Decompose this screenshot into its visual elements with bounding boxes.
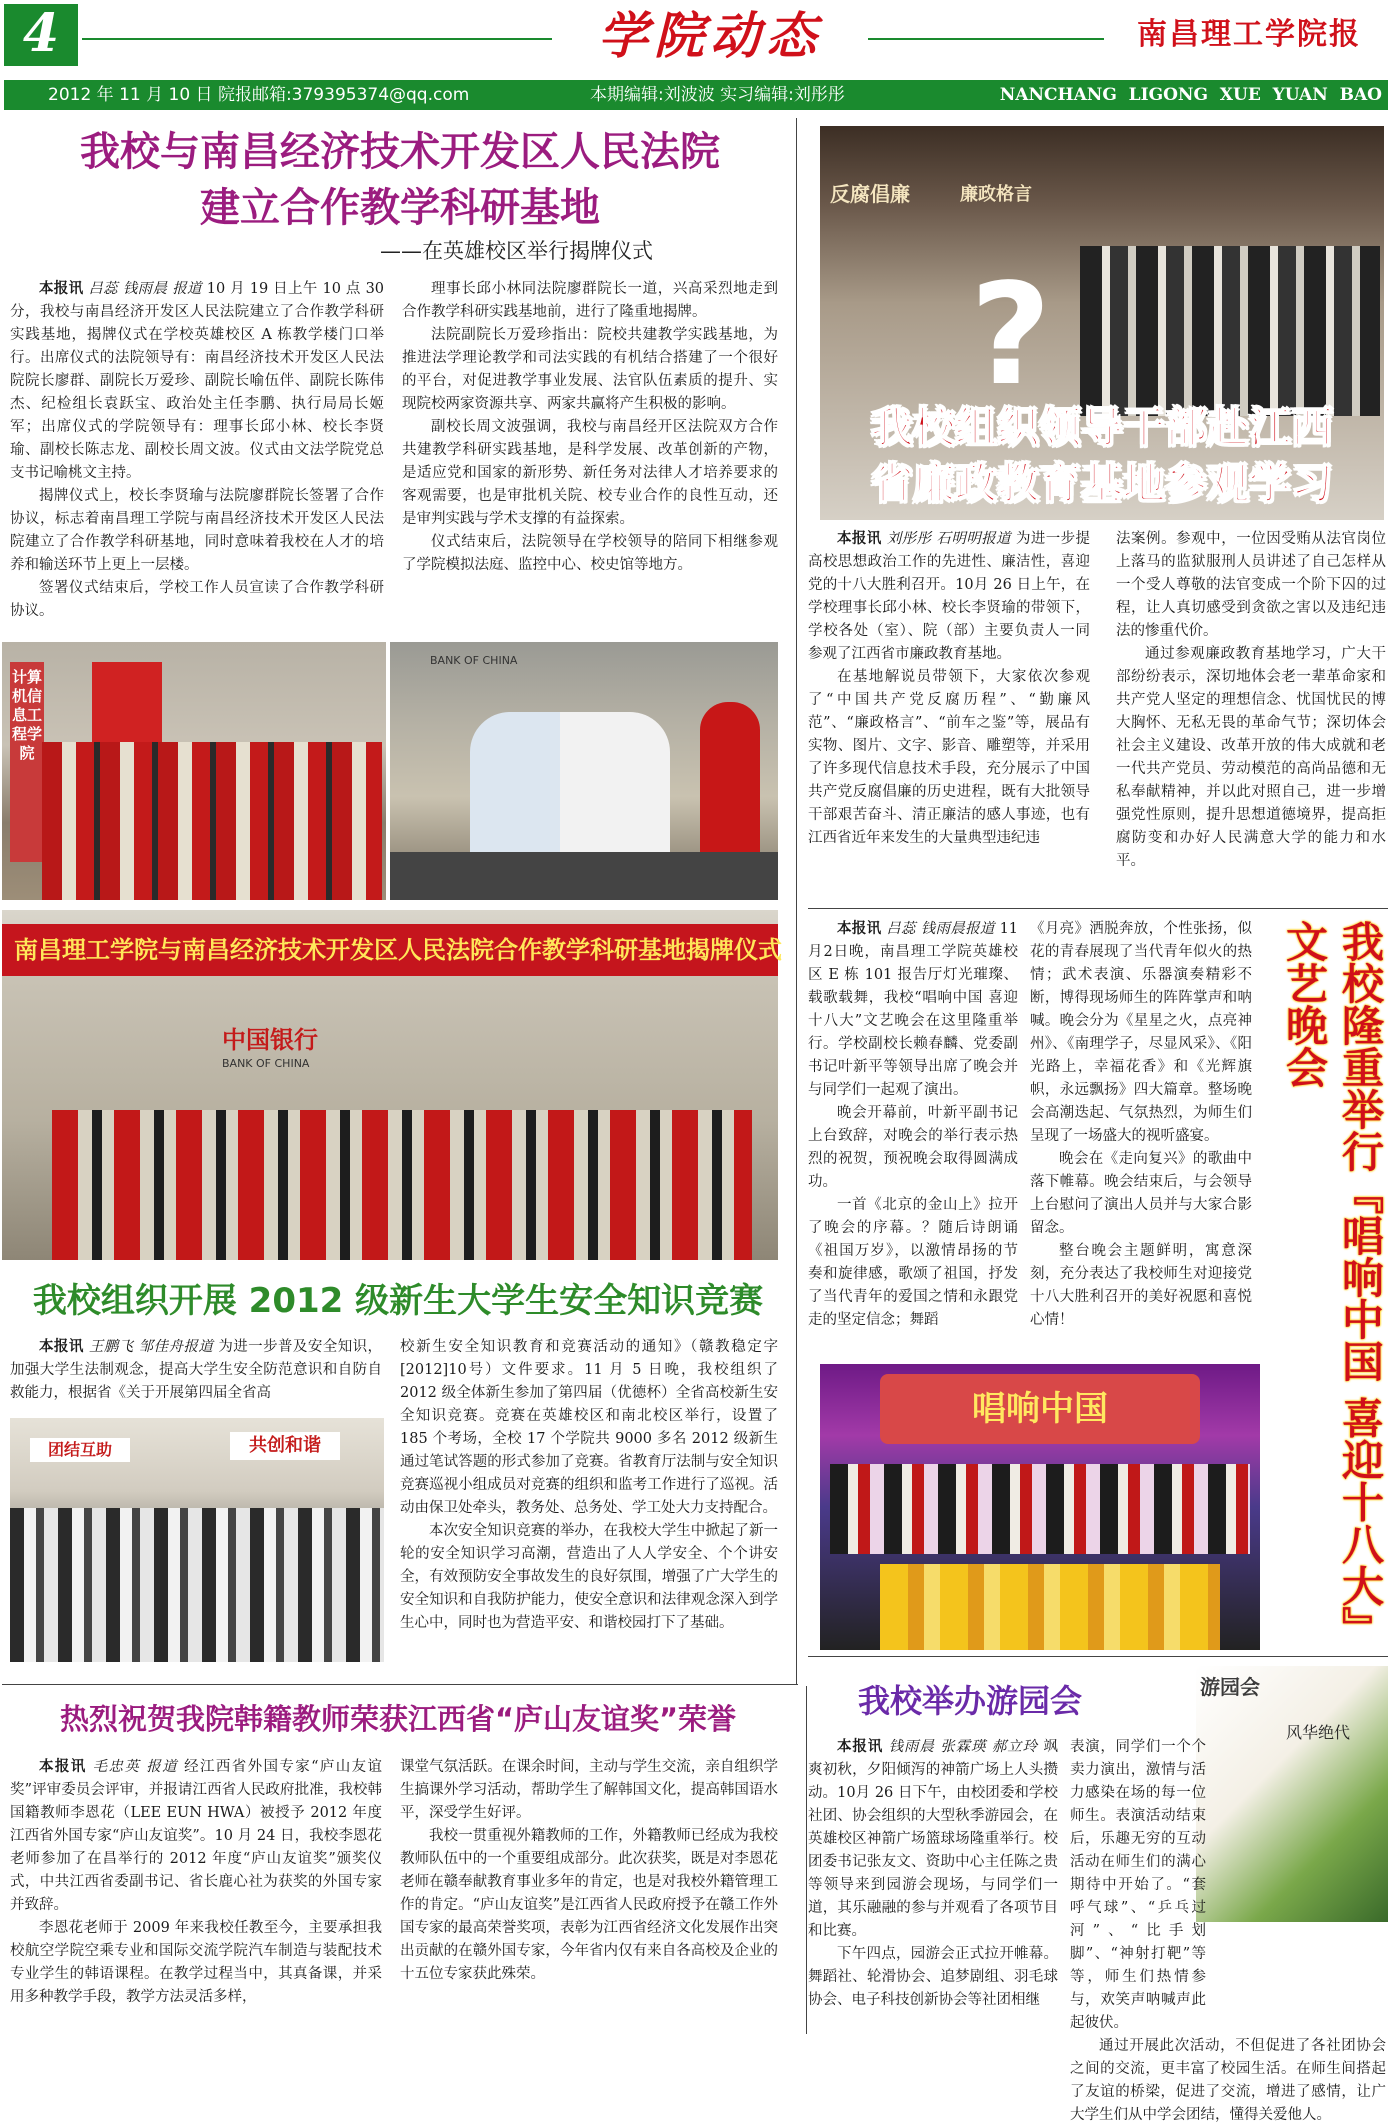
article2-para: 法案例。参观中，一位因受贿从法官岗位上落马的监狱服刑人员讲述了自己怎样从一个受人尊敬的法官变成一个阶下囚的过程，让人真切感受到贪欲之害以及违纪违法的惨重代价。 (1116, 531, 1386, 639)
article1-para: 签署仪式结束后，学校工作人员宣读了合作教学科研协议。 (10, 580, 384, 619)
article6-col2 (1070, 1736, 1386, 2123)
article1-para: 仪式结束后，法院领导在学校领导的陪同下相继参观了学院模拟法庭、监控中心、校史馆等地方。 (402, 534, 778, 573)
students-rows (10, 1508, 384, 1662)
article1-photo-ceremony (2, 910, 782, 1260)
info-bar-pinyin: NANCHANG LIGONG XUE YUAN BAO (999, 85, 1382, 105)
column-divider (796, 118, 797, 1684)
ceremony-banner-text: 南昌理工学院与南昌经济技术开发区人民法院合作教学科研基地揭牌仪式 (14, 936, 782, 964)
wall-sign: 计算机信息工程学院 (10, 662, 44, 862)
article1-para: 理事长邱小林同法院廖群院长一道，兴高采烈地走到合作教学科研实践基地前，进行了隆重地揭牌。 (402, 281, 778, 320)
article1-para: 副校长周文波强调，我校与南昌经开区法院双方合作共建教学科研实践基地，是科学发展、改革创新的产物，是适应党和国家的新形势、新任务对法律人才培养要求的客观需要，也是审批机关院、校专业合作的良性互动，还是审判实践与学术支撑的有益探索。 (402, 419, 778, 527)
article1-byline: 吕蕊 钱雨晨 报道 (88, 281, 202, 297)
article3-para: 整台晚会主题鲜明，寓意深刻，充分表达了我校师生对迎接党十八大胜利召开的美好祝愿和喜悦心情！ (1030, 1243, 1252, 1328)
article5-col1 (10, 1756, 382, 2034)
article2-col2 (1116, 528, 1386, 900)
article2-title-line1: 我校组织领导干部赴江西 (870, 403, 1333, 452)
article2-title-line2: 省廉政教育基地参观学习 (870, 459, 1333, 508)
masthead (0, 0, 1392, 112)
performers-row (830, 1464, 1250, 1554)
article5-para: 经江西省外国专家“庐山友谊奖”评审委员会评审，并报请江西省人民政府批准，我校韩国籍教师李恩花（LEE EUN HWA）被授予 2012 年度江西省外国专家“庐山友谊奖”。10 月 24 日，我校李恩花老师参加了在昌举行的 2012 年度“庐山友谊奖”颁奖仪式，中共江西省委副书记、省长鹿心社为获奖的外国专家并致辞。 (10, 1759, 383, 1913)
divider (808, 1656, 1388, 1657)
article3-col2 (1030, 918, 1252, 1360)
exhibit-sign: 廉政格言 (960, 184, 1032, 205)
handshake-people (470, 712, 670, 862)
article4-col1 (10, 1336, 382, 1410)
article3-photo-stage (820, 1364, 1260, 1650)
article5-byline: 毛忠英 报道 (92, 1759, 179, 1775)
visitors-group (1080, 246, 1380, 416)
article4-title: 我校组织开展 2012 级新生大学生安全知识竞赛 (32, 1281, 764, 1321)
masthead-rule-right (868, 38, 1104, 40)
article5-col2 (400, 1756, 778, 2034)
article1-lead: 本报讯 (39, 281, 84, 297)
article6-byline: 钱雨晨 张霖瑛 郝立玲 (888, 1739, 1039, 1755)
article4-para: 校新生安全知识教育和竞赛活动的通知》（赣教稳定字[2012]10号）文件要求。11 月 5 日晚，我校组织了 2012 级全体新生参加了第四届（优德杯）全省高校新生安全知识竞赛。竞赛在英雄校区和南北校区举行，设置了 185 个考场，全校 17 个学院共 9000 多名 2012 级新生通过笔试答题的形式参加了竞赛。省教育厅法制与安全知识竞赛巡视小组成员对竞赛的组织和监考工作进行了巡视。活动由保卫处牵头，教务处、总务处、学工处大力支持配合。 (400, 1339, 778, 1516)
article2-lead: 本报讯 (837, 531, 882, 547)
article6-para: 飒爽初秋，夕阳倾泻的神箭广场上人头攒动。10月 26 日下午，由校团委和学校社团、协会组织的大型秋季游园会，在英雄校区神箭广场篮球场隆重举行。校团委书记张友文、资助中心主任陈之贵等领导来到园游会现场，与同学们一道，其乐融融的参与并观看了各项节目和比赛。 (808, 1739, 1059, 1939)
article5-title: 热烈祝贺我院韩籍教师荣获江西省“庐山友谊奖”荣誉 (59, 1702, 737, 1736)
classroom-sign: 团结互助 (30, 1438, 130, 1462)
masthead-rule-left (82, 38, 552, 40)
page-number: 4 (22, 3, 60, 64)
article4-lead: 本报讯 (39, 1339, 84, 1355)
article5-para: 李恩花老师于 2009 年来我校任教至今，主要承担我校航空学院空乘专业和国际交流学院汽车制造与装配技术专业学生的韩语课程。在教学过程当中，其真备课，并采用多种教学手段，教学方法灵活多样， (10, 1920, 382, 2005)
paper-name: 南昌理工学院报 (1137, 17, 1361, 52)
article3-para: 《月亮》洒脱奔放，个性张扬，似花的青春展现了当代青年似火的热情；武术表演、乐器演奏精彩不断，博得现场师生的阵阵掌声和呐喊。晚会分为《星星之火，点亮神州》、《南理学子，尽显风采》、《阳光路上，幸福花香》和《光辉旗帜，永远飘扬》四大篇章。整场晚会高潮迭起、气氛热烈，为师生们呈现了一场盛大的视听盛宴。 (1030, 921, 1252, 1144)
article1-title-line1: 我校与南昌经济技术开发区人民法院 (80, 129, 720, 175)
info-bar-date: 2012 年 11 月 10 日 院报邮箱:379395374@qq.com (48, 85, 470, 105)
article6-para: 下午四点，园游会正式拉开帷幕。舞蹈社、轮滑协会、追梦剧组、羽毛球协会、电子科技创新协会等社团相继 (808, 1946, 1058, 2008)
question-mark-sculpture: ? (970, 254, 1052, 417)
stage-screen-text: 唱响中国 (972, 1389, 1108, 1429)
article6-lead: 本报讯 (837, 1739, 884, 1755)
article1-col1 (10, 278, 384, 632)
article6-para: 表演，同学们一个个卖力演出，激情与活力感染在场的每一位师生。表演活动结束后，乐趣无穷的互动活动在师生们的满心期待中开始了。“套呼气球”、“乒乓过河”、“比手划脚”、“神射打靶”等等，师生们热情参与，欢笑声呐喊声此起彼伏。 (1070, 1739, 1206, 2031)
article5-para: 课堂气氛活跃。在课余时间，主动与学生交流，亲自组织学生搞课外学习活动，帮助学生了解韩国文化，提高韩国语水平，深受学生好评。 (400, 1759, 778, 1821)
ceremony-people-row (52, 1110, 752, 1260)
article4-para: 为进一步普及安全知识，加强大学生法制观念，提高大学生安全防范意识和自防自救能力，根据省《关于开展第四届全省高 (10, 1339, 383, 1401)
article1-para: 法院副院长万爱珍指出：院校共建教学实践基地，为推进法学理论教学和司法实践的有机结合搭建了一个很好的平台，对促进教学事业发展、法官队伍素质的提升、实现院校两家资源共享、两家共赢将产生积极的影响。 (402, 327, 778, 412)
people-group (42, 742, 382, 900)
article5-para: 我校一贯重视外籍教师的工作，外籍教师已经成为我校教师队伍中的一个重要组成部分。此次获奖，既是对李恩花老师在赣奉献教育事业多年的肯定，也是对我校外籍管理工作的肯定。“庐山友谊奖”是江西省人民政府授予在赣工作外国专家的最高荣誉奖项，表彰为江西省经济文化发展作出突出贡献的在赣外国专家，今年省内仅有来自各高校及企业的十五位专家获此殊荣。 (400, 1828, 778, 1982)
article4-para: 本次安全知识竞赛的举办，在我校大学生中掀起了新一轮的安全知识学习高潮，营造出了人人学安全、个个讲安全，有效预防安全事故发生的良好氛围，增强了广大学生的安全知识和自我防护能力，使安全意识和法律观念深入到学生心中，同时也为营造平安、和谐校园打下了基础。 (400, 1523, 778, 1631)
exhibit-sign: 反腐倡廉 (830, 182, 910, 206)
article2-col1 (808, 528, 1090, 900)
section-title: 学院动态 (598, 6, 822, 65)
article5-lead: 本报讯 (39, 1759, 87, 1775)
divider (808, 908, 1388, 909)
article3-lead: 本报讯 (837, 921, 882, 937)
bank-sign: BANK OF CHINA (430, 654, 518, 667)
divider (2, 1684, 798, 1685)
article3-para: 11月2日晚，南昌理工学院英雄校区 E 栋 101 报告厅灯光璀璨、载歌载舞，我校“唱响中国 喜迎十八大”文艺晚会在这里隆重举行。学校副校长赖春麟、党委副书记叶新平等领导出席了晚会并与同学们一起观了演出。 (808, 921, 1019, 1098)
article3-para: 晚会在《走向复兴》的歌曲中落下帷幕。晚会结束后，与会领导上台慰问了演出人员并与大家合影留念。 (1030, 1151, 1252, 1236)
article3-title-vertical: 我校隆重举行『唱响中国 喜迎十八大』文艺晚会 (1280, 920, 1385, 1628)
article2-para: 通过参观廉政教育基地学习，广大干部纷纷表示，深切地体会老一辈革命家和共产党人坚定的理想信念、忧国忧民的博大胸怀、无私无畏的革命气节；深切体会社会主义建设、改革开放的伟大成就和老一代共产党员、劳动模范的高尚品德和无私奉献精神，并以此对照自己，进一步增强党性原则，提升思想道德境界，提高拒腐防变和办好人民满意大学的能力和水平。 (1116, 646, 1386, 869)
article4-photo-classroom (10, 1418, 384, 1662)
article2-byline: 刘彤彤 石明明报道 (886, 531, 1011, 547)
article1-subtitle: ——在英雄校区举行揭牌仪式 (380, 239, 653, 263)
classroom-sign: 共创和谐 (230, 1432, 340, 1460)
red-curtain (92, 662, 162, 742)
article6-title: 我校举办游园会 (857, 1682, 1082, 1720)
article1-para: 10 月 19 日上午 10 点 30 分，我校与南昌经济开发区人民法院建立了合作教学科研实践基地，揭牌仪式在学校英雄校区 A 栋教学楼门口举行。出席仪式的法院领导有：南昌经济技术开发区人民法院院长廖群、副院长万爱珍、副院长喻伍伴、副院长陈伟杰、纪检组长袁跃宝、政治处主任李鹏、执行局局长姬军；出席仪式的学院领导有：理事长邱小林、校长李贤瑜、副校长陈志龙、副校长周文波。仪式由文法学院党总支书记喻桃文主持。 (10, 281, 385, 481)
article3-para: 晚会开幕前，叶新平副书记上台致辞，对晚会的举行表示热烈的祝贺，预祝晚会取得圆满成功。 (808, 1105, 1018, 1190)
article1-col2 (402, 278, 778, 632)
article4-col2 (400, 1336, 778, 1662)
article6-col1 (808, 1736, 1058, 2034)
poster-subtitle: 风华绝代 (1286, 1723, 1351, 1742)
article1-photo-unveiling (2, 642, 386, 900)
info-bar-editors: 本期编辑:刘波波 实习编辑:刘彤彤 (590, 85, 845, 105)
signing-table (390, 852, 778, 900)
article3-byline: 吕蕊 钱雨晨报道 (886, 921, 995, 937)
article3-col1 (808, 918, 1018, 1360)
article4-byline: 王鹏飞 邹佳舟报道 (88, 1339, 214, 1355)
dancers-row (880, 1564, 1220, 1650)
article1-para: 揭牌仪式上，校长李贤瑜与法院廖群院长签署了合作协议，标志着南昌理工学院与南昌经济技术开发区人民法院建立了合作教学科研基地，同时意味着我校在人才的培养和输送环节上更上一层楼。 (10, 488, 384, 573)
article2-para: 为进一步提高校思想政治工作的先进性、廉洁性，喜迎党的十八大胜利召开。10月 26 日上午，在学校理事长邱小林、校长李贤瑜的带领下，学校各处（室）、院（部）主要负责人一同参观了江西省市廉政教育基地。 (808, 531, 1091, 662)
poster-title: 游园会 (1200, 1675, 1260, 1699)
article1-photo-signing (390, 642, 778, 900)
article3-para: 一首《北京的金山上》拉开了晚会的序幕。？随后诗朗诵《祖国万岁》，以激情昂扬的节奏和旋律感，歌颂了祖国，抒发了当代青年的爱国之情和永跟党走的坚定信念；舞蹈 (808, 1197, 1018, 1328)
column-divider (806, 1686, 807, 2034)
article1-title-line2: 建立合作教学科研基地 (200, 185, 600, 231)
article6-para: 通过开展此次活动，不但促进了各社团协会之间的交流，更丰富了校园生活。在师生间搭起了友谊的桥梁，促进了交流，增进了感情，让广大学生们从中学会团结，懂得关爱他人。 (1070, 2038, 1386, 2123)
bank-of-china-sign-en: BANK OF CHINA (222, 1057, 310, 1070)
article2-para: 在基地解说员带领下，大家依次参观了“中国共产党反腐历程”、“勤廉风范”、“廉政格言”、“前车之鉴”等，展品有实物、图片、文字、影音、雕塑等，并采用了许多现代信息技术手段，充分展示了中国共产党反腐倡廉的历史进程，既有大批领导干部艰苦奋斗、清正廉洁的感人事迹，也有江西省近年来发生的大量典型违纪违 (808, 669, 1090, 846)
bank-of-china-sign: 中国银行 (222, 1026, 318, 1054)
